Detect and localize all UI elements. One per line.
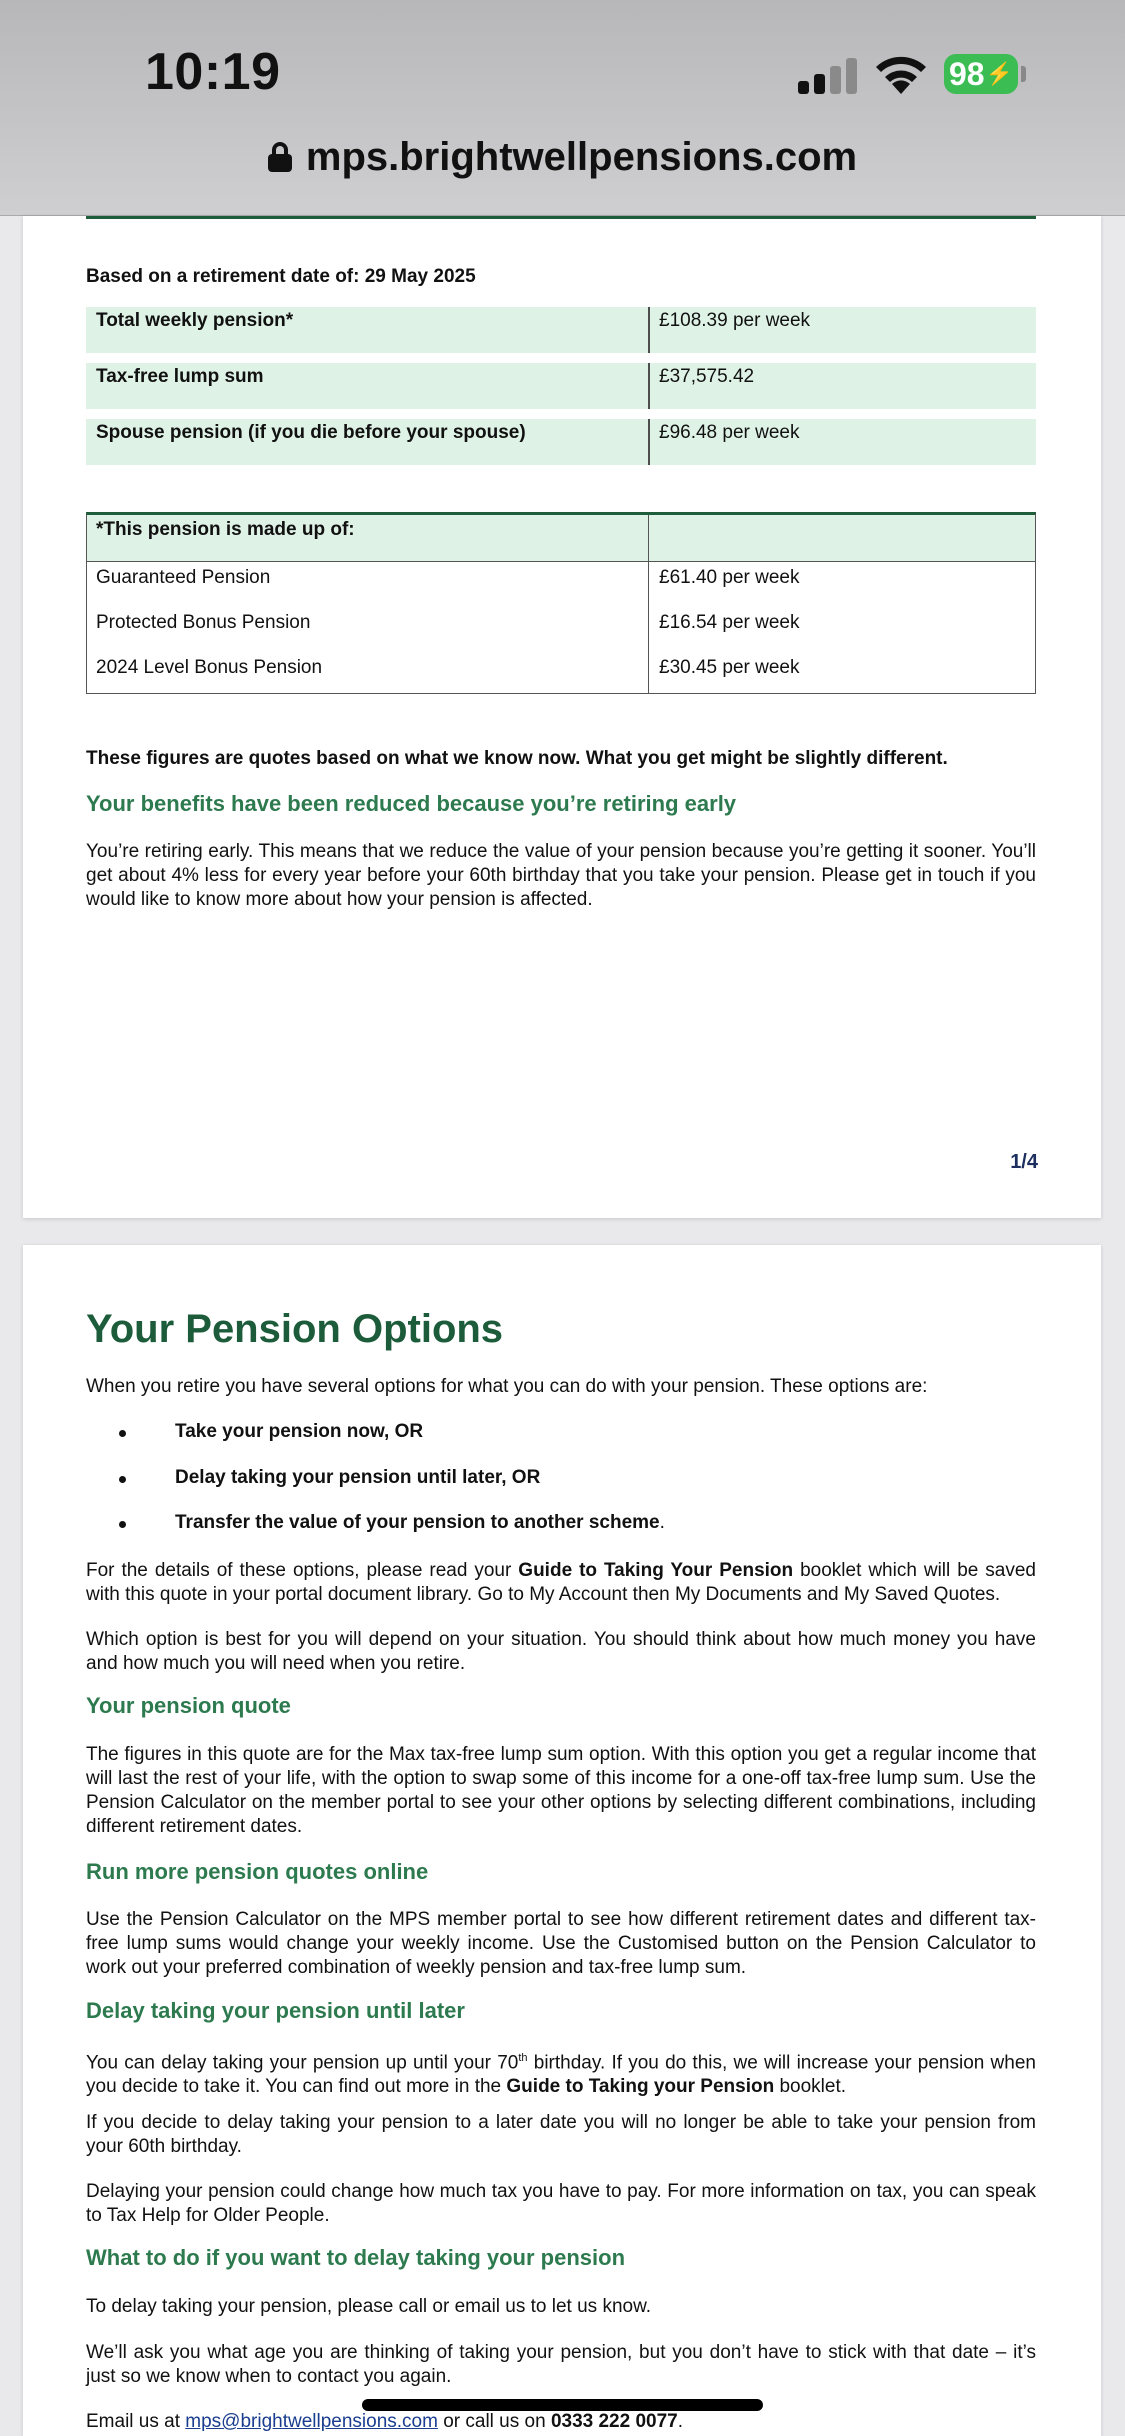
pension-breakdown-table	[86, 512, 1036, 694]
guide-title: Guide to Taking Your Pension	[518, 1560, 794, 1581]
contact-paragraph: Email us at mps@brightwellpensions.com or call us on 0333 222 0077.	[86, 2411, 684, 2432]
option-suffix: .	[659, 1512, 665, 1533]
options-intro: When you retire you have several options for what you can do with your pension. These options are:	[86, 1376, 928, 1397]
wifi-icon	[872, 52, 930, 96]
breakdown-value: £30.45 per week	[659, 657, 800, 678]
breakdown-label: Protected Bonus Pension	[96, 612, 311, 633]
summary-label: Spouse pension (if you die before your spouse)	[96, 422, 526, 443]
status-time: 10:19	[145, 43, 281, 101]
todo-paragraph: To delay taking your pension, please call or email us to let us know.	[86, 2296, 652, 2317]
reduced-heading: Your benefits have been reduced because you’re retiring early	[86, 791, 737, 816]
breakdown-label: Guaranteed Pension	[96, 567, 271, 588]
battery-icon	[944, 54, 1018, 94]
breakdown-header-label: *This pension is made up of:	[96, 519, 355, 540]
reduced-text: You’re retiring early. This means that we reduce the value of your pension because you’re getting it sooner. You’ll get about 4% less for every year before your 60th birthday that you take your pension. Please get in touch if you would like to know more about how your pension is affected.	[86, 841, 1036, 910]
bullet-icon	[119, 1521, 126, 1528]
page-number: 1/4	[1010, 1151, 1038, 1173]
option-suffix: , OR	[501, 1467, 541, 1488]
delay-60-paragraph: If you decide to delay taking your pension to a later date you will no longer be able to take your pension from your 60th birthday.	[86, 2112, 1036, 2157]
guide-title: Guide to Taking your Pension	[506, 2076, 775, 2098]
details-paragraph: For the details of these options, please read your Guide to Taking Your Pension booklet which will be saved with this quote in your portal document library. Go to My Account then My Documents and My Saved Quotes.	[86, 1560, 1036, 1605]
summary-label: Total weekly pension*	[96, 310, 294, 331]
quote-paragraph: The figures in this quote are for the Max tax-free lump sum option. With this option you get a regular income that will last the rest of your life, with the option to swap some of this income for a one-off tax-free lump sum. Use the Pension Calculator on the member portal to see your other options by selecting different combinations, including different retirement dates.	[86, 1744, 1036, 1837]
quote-note: These figures are quotes based on what we know now. What you get might be slightly different.	[86, 748, 948, 769]
browser-top-bar	[0, 0, 1125, 216]
option-text: Transfer the value of your pension to another scheme	[175, 1512, 660, 1533]
summary-label: Tax-free lump sum	[96, 366, 264, 387]
run-quotes-heading: Run more pension quotes online	[86, 1859, 429, 1884]
cellular-signal-icon	[798, 56, 858, 94]
delay-heading: Delay taking your pension until later	[86, 1998, 465, 2023]
summary-row-lump-sum	[86, 363, 1036, 409]
document-page-1	[23, 216, 1101, 1218]
bullet-icon	[119, 1430, 126, 1437]
summary-value: £37,575.42	[659, 366, 755, 387]
delay-tax-paragraph: Delaying your pension could change how much tax you have to pay. For more information on tax, you can speak to Tax Help for Older People.	[86, 2181, 1036, 2226]
header-rule	[86, 216, 1036, 219]
breakdown-header	[87, 515, 1035, 562]
document-page-2	[23, 1245, 1101, 2436]
ask-paragraph: We’ll ask you what age you are thinking of taking your pension, but you don’t have to stick with that date – it’s just so we know when to contact you again.	[86, 2342, 1036, 2387]
page-title: Your Pension Options	[86, 1307, 504, 1351]
quote-heading: Your pension quote	[86, 1693, 291, 1718]
breakdown-label: 2024 Level Bonus Pension	[96, 657, 323, 678]
summary-row-weekly	[86, 307, 1036, 353]
email-link[interactable]: mps@brightwellpensions.com	[185, 2411, 438, 2432]
summary-value: £96.48 per week	[659, 422, 800, 443]
home-indicator[interactable]	[362, 2399, 763, 2411]
battery-cap	[1021, 66, 1026, 82]
option-suffix: , OR	[384, 1421, 424, 1442]
breakdown-value: £16.54 per week	[659, 612, 800, 633]
retirement-date-label: Based on a retirement date of: 29 May 2025	[86, 266, 476, 287]
which-option-paragraph: Which option is best for you will depend on your situation. You should think about how much money you have and how much you will need when you retire.	[86, 1629, 1036, 1674]
lock-icon	[268, 142, 292, 172]
breakdown-value: £61.40 per week	[659, 567, 800, 588]
url-text: mps.brightwellpensions.com	[305, 135, 858, 179]
address-bar[interactable]	[0, 135, 1125, 180]
summary-value: £108.39 per week	[659, 310, 811, 331]
phone-number[interactable]: 0333 222 0077	[550, 2411, 678, 2432]
option-text: Delay taking your pension until later	[175, 1467, 502, 1488]
option-text: Take your pension now	[175, 1421, 385, 1442]
todo-heading: What to do if you want to delay taking your pension	[86, 2245, 626, 2270]
battery-level: 98	[949, 55, 985, 92]
run-quotes-paragraph: Use the Pension Calculator on the MPS member portal to see how different retirement dates and different tax-free lump sums would change your weekly income. Use the Customised button on the Pension Calculator to work out your preferred combination of weekly pension and tax-free lump sum.	[86, 1909, 1036, 1978]
charging-bolt-icon: ⚡	[985, 61, 1013, 86]
bullet-icon	[119, 1476, 126, 1483]
delay-paragraph: You can delay taking your pension up until your 70th birthday. If you do this, we will increase your pension when you decide to take it. You can find out more in the Guide to Taking your Pension booklet.	[86, 2052, 1036, 2098]
summary-row-spouse	[86, 419, 1036, 465]
